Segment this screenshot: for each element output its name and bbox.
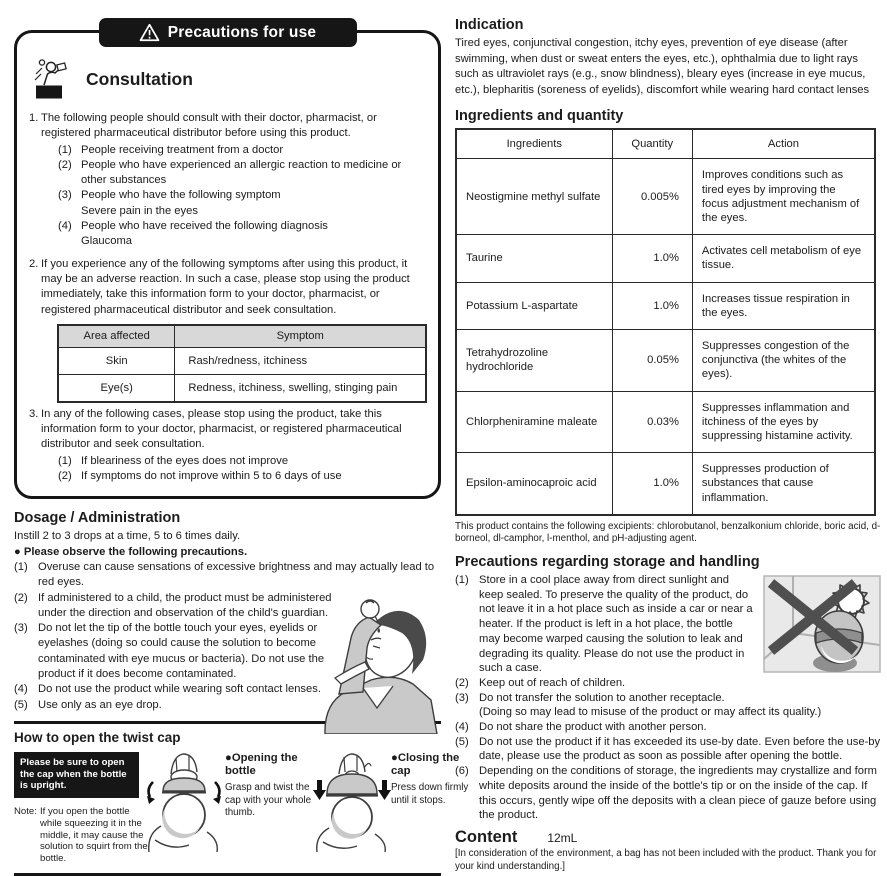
consult-item-1-sublist — [58, 143, 427, 250]
closing-cap-title: ●Closing the cap — [391, 751, 460, 778]
right-column — [455, 17, 881, 873]
opening-bottle-text — [225, 752, 313, 820]
list-item: (2) People who have experienced an allergic reaction to medicine or other substances — [58, 158, 402, 187]
twist-cap-warning-column — [14, 752, 148, 865]
storage-heading: Precautions regarding storage and handling — [455, 554, 760, 571]
table-row: Taurine 1.0% Activates cell metabolism of eye tissue. — [456, 235, 875, 282]
storage-item: (1) Store in a cool place away from direct sunlight and keep sealed. To preserve the quality of the product, do not leave it in a hot place such as inside a car or near a heater. If the product is left in a hot place, the bottle may become warped causing the solution to leak and degrading its quality. Please do not use the product in such a case. — [455, 574, 753, 675]
dosage-heading: Dosage / Administration — [14, 510, 181, 527]
content-heading: Content — [455, 827, 518, 846]
consult-item-2: 2. If you experience any of the following symptoms after using this product, it may be an adverse reaction. In such a case, please stop using the product immediately, take this information form to your doctor, pharmacist, or registered pharmaceutical distributor and seek consultation. — [29, 257, 410, 316]
environment-note: [In consideration of the environment, a bag has not been included with the product. Thank you for your kind understanding.] — [455, 847, 877, 872]
column-header: Symptom — [175, 325, 426, 348]
precautions-box — [14, 23, 441, 499]
dosage-section — [14, 510, 441, 713]
table-row: Epsilon-aminocaproic acid 1.0% Suppresses production of substances that cause inflammation. — [456, 453, 875, 515]
consult-item-3: 3. In any of the following cases, please stop using the product, take this information form to your doctor, pharmacist, or registered pharmaceutical distributor and seek consultation. (1) If bleariness of the eyes does not improve (2) If symptoms do not improve within 5 to 6 days of use — [29, 407, 427, 484]
dosage-observe: ● Please observe the following precautions. — [14, 545, 248, 558]
ingredients-table — [455, 128, 876, 515]
pharmacist-counter-icon — [33, 59, 75, 99]
precautions-title: Precautions for use — [167, 23, 317, 41]
storage-section — [455, 554, 881, 823]
precautions-title-bar — [99, 18, 357, 47]
column-header: Action — [692, 129, 875, 159]
note-label: Note: — [14, 805, 37, 817]
content-value: 12mL — [547, 830, 578, 845]
list-item-subline: Glaucoma — [81, 235, 132, 248]
opening-bottle-instruction: Grasp and twist the cap with your whole thumb. — [225, 782, 312, 819]
column-header: Ingredients — [456, 129, 612, 159]
dosage-items — [14, 560, 441, 713]
table-row: Tetrahydrozoline hydrochloride 0.05% Suppresses congestion of the conjunctiva (the whites of the eyes). — [456, 330, 875, 392]
opening-bottle-illustration — [143, 752, 225, 857]
ingredients-section — [455, 108, 881, 546]
twist-cap-row — [14, 751, 469, 865]
consultation-header — [33, 59, 427, 99]
upright-warning-box: Please be sure to open the cap when the bottle is upright. — [14, 752, 139, 798]
dosage-item: (4) Do not use the product while wearing soft contact lenses. — [14, 683, 321, 696]
dosage-item: (3) Do not let the tip of the bottle touch your eyes, eyelids or eyelashes (doing so could cause the solution to become contaminated with eye mucus or bacteria). Do not use the product if it does become contaminated. — [14, 622, 325, 681]
table-row: Eye(s) Redness, itchiness, swelling, stinging pain — [58, 374, 426, 402]
storage-items — [455, 573, 881, 823]
excipients-note: This product contains the following excipients: chlorobutanol, benzalkonium chloride, boric acid, d-borneol, dl-camphor, l-menthol, and pH-adjusting agent. — [455, 520, 881, 545]
table-header-row — [456, 129, 875, 159]
list-item: (4) People who have received the following diagnosis Glaucoma — [58, 219, 427, 250]
item-text: The following people should consult with their doctor, pharmacist, or registered pharmaceutical distributor before using this product. — [41, 112, 377, 140]
list-item: (1) People receiving treatment from a doctor — [58, 143, 284, 156]
closing-cap-instruction: Press down firmly until it stops. — [391, 782, 469, 806]
consult-item-1 — [29, 111, 427, 250]
list-item: (3) People who have the following symptom Severe pain in the eyes — [58, 188, 427, 219]
list-item: (1) If bleariness of the eyes does not improve — [58, 454, 289, 467]
dosage-item: (2) If administered to a child, the product must be administered under the direction and observation of the child's guardian. — [14, 591, 332, 619]
consultation-heading: Consultation — [86, 68, 193, 89]
warning-triangle-icon — [139, 23, 160, 42]
column-header: Area affected — [58, 325, 175, 348]
dosage-item: (1) Overuse can cause sensations of excessive brightness and may actually lead to red eyes. — [14, 560, 435, 589]
item-number: 1. — [29, 112, 39, 124]
table-header-row — [58, 325, 426, 348]
storage-item: (2) Keep out of reach of children. — [455, 676, 626, 689]
list-item-subline: Severe pain in the eyes — [81, 204, 198, 217]
note-text: If you open the bottle while squeezing it in the middle, it may cause the solution to squirt from the bottle. — [40, 805, 148, 865]
column-header: Quantity — [612, 129, 692, 159]
opening-bottle-title: ●Opening the bottle — [225, 751, 298, 778]
indication-section — [455, 17, 881, 98]
storage-item: (6) Depending on the conditions of storage, the ingredients may crystallize and form white deposits around the inside of the bottle's tip or on the inside of the cap. If this occurs, gently wipe off the deposits with a clean piece of gauze before using the product. — [455, 765, 878, 822]
dosage-intro: Instill 2 to 3 drops at a time, 5 to 6 times daily. — [14, 530, 241, 543]
consult-item-3-sublist — [58, 454, 427, 485]
content-line — [455, 828, 881, 847]
dosage-item: (5) Use only as an eye drop. — [14, 698, 162, 711]
indication-text: Tired eyes, conjunctival congestion, itchy eyes, prevention of eye disease (after swimming, when dust or sweat enters the eyes, etc.), ophthalmia due to light rays such as ultraviolet rays (e.g., snow blindness), bleary eyes (increase in eye mucus, etc.), blepharitis (soreness of eyelids), discomfort while wearing hard contact lenses — [455, 37, 870, 96]
storage-item: (3) Do not transfer the solution to another receptacle. (Doing so may lead to misuse of the product or may affect its quality.) — [455, 691, 881, 720]
table-row: Neostigmine methyl sulfate 0.005% Improves conditions such as tired eyes by improving the focus adjustment mechanism of the eyes. — [456, 159, 875, 235]
list-item: (2) If symptoms do not improve within 5 to 6 days of use — [58, 470, 342, 483]
storage-item: (4) Do not share the product with another person. — [455, 721, 707, 734]
twist-cap-note — [14, 806, 148, 866]
closing-cap-illustration — [313, 752, 391, 857]
symptom-table — [57, 324, 427, 403]
twist-cap-heading: How to open the twist cap — [14, 729, 181, 745]
left-column — [14, 23, 469, 876]
table-row: Chlorpheniramine maleate 0.03% Suppresses inflammation and itchiness of the eyes by suppressing histamine activity. — [456, 391, 875, 453]
table-row: Skin Rash/redness, itchiness — [58, 347, 426, 374]
table-row: Potassium L-aspartate 1.0% Increases tissue respiration in the eyes. — [456, 282, 875, 329]
twist-cap-section — [14, 729, 469, 865]
content-section — [455, 828, 881, 873]
indication-heading: Indication — [455, 17, 524, 33]
ingredients-heading: Ingredients and quantity — [455, 108, 624, 125]
storage-item-subline: (Doing so may lead to misuse of the product or may affect its quality.) — [479, 706, 822, 719]
storage-item: (5) Do not use the product if it has exceeded its use-by date. Even before the use-by date, please use the product as soon as possible after opening the bottle. — [455, 735, 881, 763]
